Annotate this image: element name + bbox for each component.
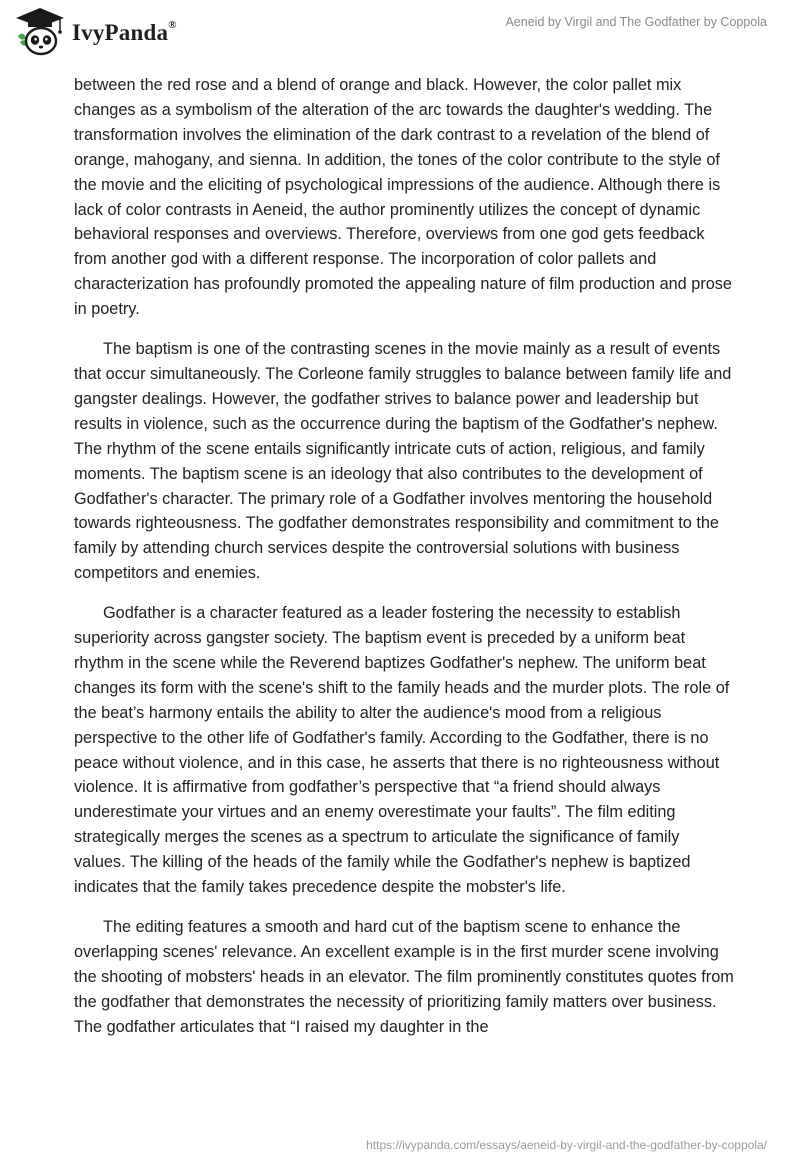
- source-url[interactable]: https://ivypanda.com/essays/aeneid-by-virgil-and-the-godfather-by-coppola/: [366, 1138, 767, 1152]
- paragraph: The editing features a smooth and hard cut of the baptism scene to enhance the overlapping scenes' relevance. An excellent example is in the first murder scene involving the shooting of mobsters' heads in an elevator. The film prominently constitutes quotes from the godfather that demonstrates the necessity of prioritizing family matters over business. The godfather articulates that “I raised my daughter in the: [74, 918, 734, 1036]
- page-header: [0, 0, 800, 70]
- panda-graduation-cap-icon: [14, 6, 66, 56]
- essay-body: [74, 73, 734, 1055]
- paragraph: Godfather is a character featured as a leader fostering the necessity to establish superiority across gangster society. The baptism event is preceded by a uniform beat rhythm in the scene while the Reverend baptizes Godfather's nephew. The uniform beat changes its form with the scene's shift to the family heads and the murder plots. The role of the beat’s harmony entails the ability to alter the audience's mood from a religious perspective to the other life of Godfather's family. According to the Godfather, there is no peace without violence, and in this case, he asserts that there is no righteousness without violence. It is affirmative from godfather’s perspective that “a friend should always underestimate your virtues and an enemy overestimate your faults”. The film editing strategically merges the scenes as a spectrum to articulate the significance of family values. The killing of the heads of the family while the Godfather's nephew is baptized indicates that the family takes precedence despite the mobster's life.: [74, 604, 730, 897]
- paragraph: between the red rose and a blend of orange and black. However, the color pallet mix changes as a symbolism of the alteration of the arc towards the daughter's wedding. The transformation involves the elimination of the dark contrast to a revelation of the blend of orange, mahogany, and sienna. In addition, the tones of the color contribute to the style of the movie and the eliciting of psychological impressions of the audience. Although there is lack of color contrasts in Aeneid, the author prominently utilizes the concept of dynamic behavioral responses and overviews. Therefore, overviews from one god gets feedback from another god with a different response. The incorporation of color pallets and characterization has profoundly promoted the appealing nature of film production and prose in poetry.: [74, 76, 732, 319]
- logo-wordmark: [72, 20, 177, 46]
- logo-text: IvyPanda: [72, 20, 169, 45]
- registered-mark: ®: [168, 19, 177, 32]
- document-title: Aeneid by Virgil and The Godfather by Coppola: [505, 15, 767, 29]
- ivypanda-logo[interactable]: [14, 6, 177, 56]
- paragraph: The baptism is one of the contrasting scenes in the movie mainly as a result of events that occur simultaneously. The Corleone family struggles to balance between family life and gangster dealings. However, the godfather strives to balance power and leadership but results in violence, such as the occurrence during the baptism of the Godfather's nephew. The rhythm of the scene entails significantly intricate cuts of action, religious, and family moments. The baptism scene is an ideology that also contributes to the development of Godfather's character. The primary role of a Godfather involves mentoring the household towards righteousness. The godfather demonstrates responsibility and commitment to the family by attending church services despite the controversial solutions with business competitors and enemies.: [74, 340, 732, 583]
